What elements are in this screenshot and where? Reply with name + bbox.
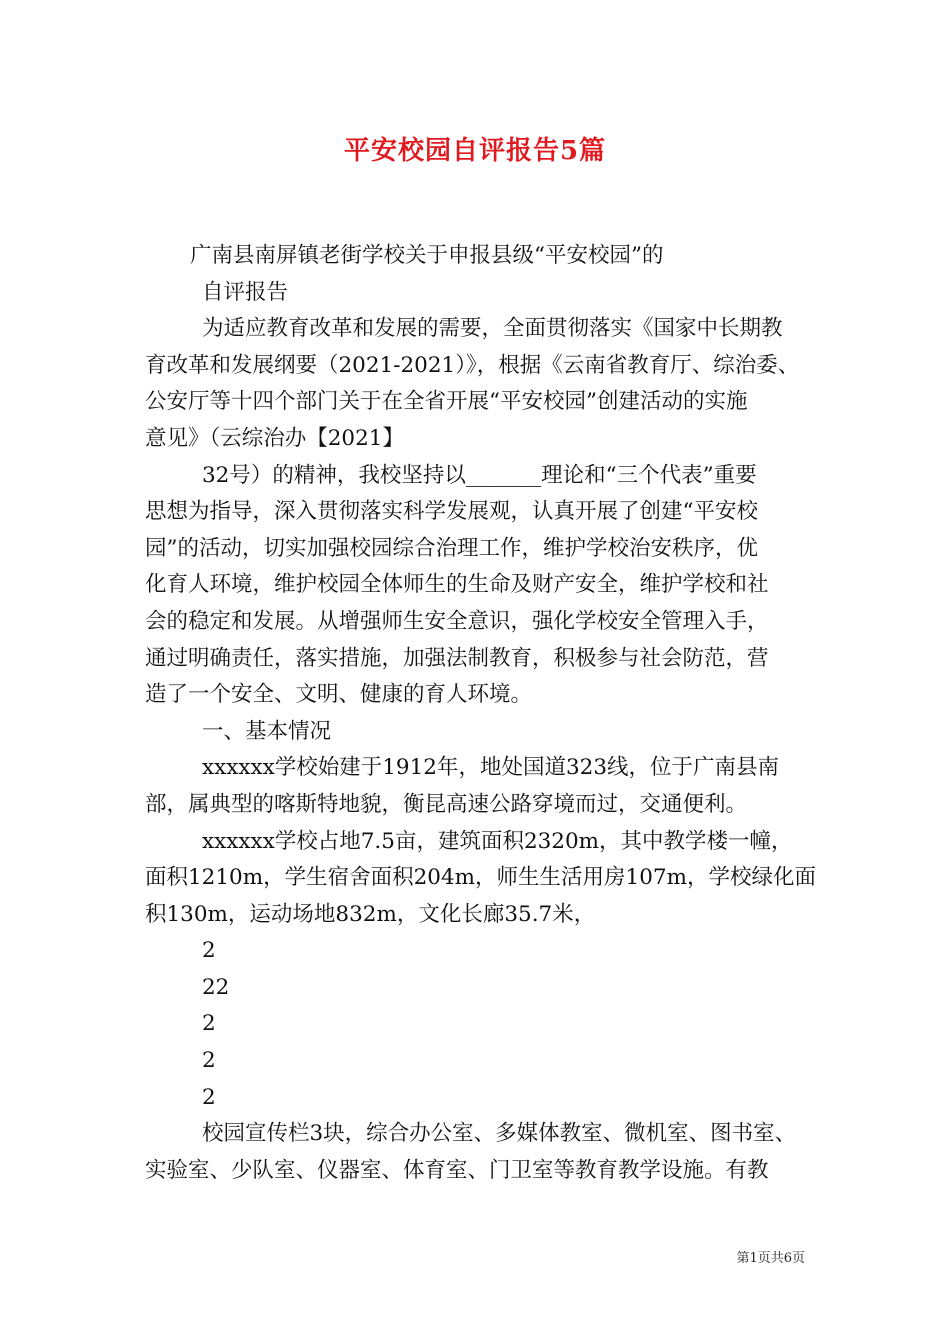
text-line: 2 [202,1048,216,1074]
text-line: 园”的活动，切实加强校园综合治理工作，维护学校治安秩序，优 [145,535,758,561]
text-line: xxxxxx学校始建于1912年，地处国道323线，位于广南县南 [202,755,780,781]
text-line: 积130m，运动场地832m，文化长廊35.7米， [145,901,596,927]
text-line: 为适应教育改革和发展的需要，全面贯彻落实《国家中长期教 [202,316,783,342]
text-line: 32号）的精神，我校坚持以_______理论和“三个代表”重要 [202,462,757,488]
text-line: 一、基本情况 [202,718,332,744]
text-line: xxxxxx学校占地7.5亩，建筑面积2320m，其中教学楼一幢， [202,828,793,854]
text-line: 造了一个安全、文明、健康的育人环境。 [145,682,533,708]
document-body [145,238,815,1189]
text-line: 意见》（云综治办【2021】 [145,425,404,451]
document-title: 平安校园自评报告5篇 [343,136,607,166]
text-line: 2 [202,938,216,964]
text-line: 化育人环境，维护校园全体师生的生命及财产安全，维护学校和社 [145,572,769,598]
text-line: 校园宣传栏3块，综合办公室、多媒体教室、微机室、图书室、 [202,1121,797,1147]
text-line: 会的稳定和发展。从增强师生安全意识，强化学校安全管理入手， [145,608,769,634]
text-line: 部，属典型的喀斯特地貌，衡昆高速公路穿境而过，交通便利。 [145,791,748,817]
text-line: 2 [202,1084,216,1110]
text-line: 22 [202,974,230,1000]
text-line: 公安厅等十四个部门关于在全省开展“平安校园”创建活动的实施 [145,389,748,415]
page-number: 第1页共6页 [736,1251,805,1266]
text-line: 育改革和发展纲要（2021-2021）》，根据《云南省教育厅、综治委、 [145,352,800,378]
text-line: 思想为指导，深入贯彻落实科学发展观，认真开展了创建“平安校 [145,499,758,525]
text-line: 自评报告 [202,279,289,305]
text-line: 通过明确责任，落实措施，加强法制教育，积极参与社会防范，营 [145,645,769,671]
text-line: 面积1210m，学生宿舍面积204m，师生生活用房107m，学校绿化面 [145,865,816,891]
text-line: 实验室、少队室、仪器室、体育室、门卫室等教育教学设施。有教 [145,1157,769,1183]
text-line: 2 [202,1011,216,1037]
text-line: 广南县南屏镇老街学校关于申报县级“平安校园”的 [190,243,664,268]
